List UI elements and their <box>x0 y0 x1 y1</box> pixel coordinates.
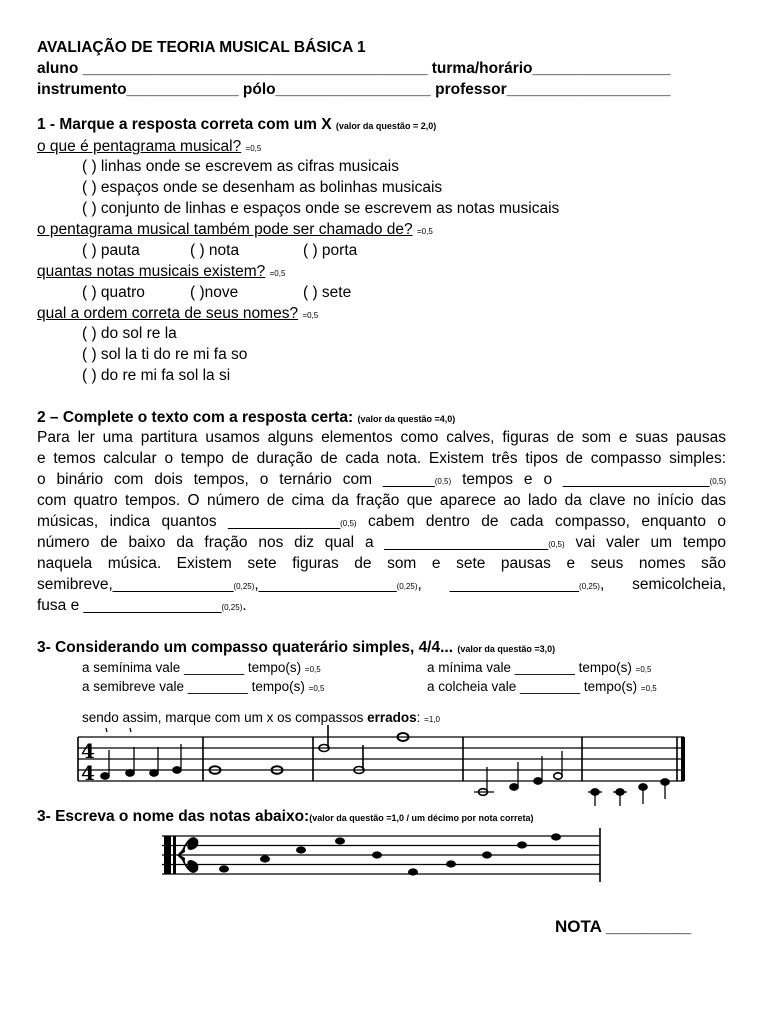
page-title: AVALIAÇÃO DE TEORIA MUSICAL BÁSICA 1 <box>37 39 366 56</box>
q3-minima-field[interactable]: a mínima vale ________ tempo(s) =0,5 <box>427 660 652 675</box>
time-signature: 4 <box>81 739 95 763</box>
measure-3 <box>319 725 409 774</box>
q3-value: (valor da questão =3,0) <box>457 644 556 654</box>
q1-item3-option[interactable]: ( )nove <box>190 284 239 301</box>
q2-paragraph-line[interactable]: músicas, indica quantos _____________(0,5) cabem dentro de cada compasso, enquanto o <box>37 513 727 530</box>
q1-item1-question: o que é pentagrama musical? =0,5 <box>37 138 262 155</box>
q3-heading <box>37 638 555 659</box>
measure-4 <box>474 751 562 795</box>
q2-paragraph-line: naquela música. Existem sete figuras de som e sete pausas e seus nomes são <box>37 555 726 572</box>
q3-semibreve-field[interactable]: a semibreve vale ________ tempo(s) =0,5 <box>82 679 325 694</box>
q1-title: 1 - Marque a resposta correta com um X <box>37 116 332 133</box>
q2-paragraph-line: com quatro tempos. O número de cima da fração que aparece ao lado da clave no início das <box>37 492 726 509</box>
student-info-row[interactable]: aluno ________________________________________ turma/horário________________ <box>37 60 671 77</box>
q1-item4-option[interactable]: ( ) do sol re la <box>82 325 177 342</box>
q2-title: 2 – Complete o texto com a resposta certa: <box>37 409 354 426</box>
q4-value: (valor da questão =1,0 / um décimo por nota correta) <box>309 813 534 823</box>
note-naming-staff <box>158 828 608 884</box>
q1-value: (valor da questão = 2,0) <box>335 121 437 131</box>
q3-seminima-field[interactable]: a semínima vale ________ tempo(s) =0,5 <box>82 660 321 675</box>
svg-text:4: 4 <box>81 761 95 785</box>
measure-5 <box>588 779 669 806</box>
q2-paragraph-line[interactable]: número de baixo da fração nos diz qual a ___________________(0,5) vai valer um tempo <box>37 534 726 551</box>
q2-paragraph-line[interactable]: fusa e ________________(0,25). <box>37 597 247 614</box>
grade-field[interactable]: NOTA _________ <box>555 917 692 936</box>
q1-item2-question: o pentagrama musical também pode ser chamado de? =0,5 <box>37 221 433 238</box>
q1-item1-option[interactable]: ( ) conjunto de linhas e espaços onde se escrevem as notas musicais <box>82 200 560 217</box>
q3-title: 3- Considerando um compasso quaterário simples, 4/4... <box>37 639 454 656</box>
q1-item3-option[interactable]: ( ) sete <box>303 284 352 301</box>
q1-item2-option[interactable]: ( ) pauta <box>82 242 140 259</box>
q2-paragraph-line: Para ler uma partitura usamos alguns elementos como calves, figuras de som e suas pausas <box>37 429 726 446</box>
q1-item3-options <box>82 283 351 303</box>
q2-paragraph-line: e temos calcular o tempo de duração de cada nota. Existem três tipos de compasso simples: <box>37 450 726 467</box>
q1-item2-option[interactable]: ( ) nota <box>190 242 240 259</box>
rhythm-staff <box>70 725 695 807</box>
final-barline <box>681 737 685 781</box>
q1-item1-option[interactable]: ( ) linhas onde se escrevem as cifras musicais <box>82 158 400 175</box>
instrument-info-row[interactable]: instrumento_____________ pólo__________________ professor___________________ <box>37 81 671 98</box>
q1-item4-question: qual a ordem correta de seus nomes? =0,5 <box>37 305 319 322</box>
q2-paragraph-line[interactable]: o binário com dois tempos, o ternário com ______(0,5) tempos e o _________________(0,5) <box>37 471 727 488</box>
q1-item3-option[interactable]: ( ) quatro <box>82 284 145 301</box>
q2-paragraph-line[interactable]: semibreve,______________(0,25),________________(0,25), _______________(0,25), semicolcheia, <box>37 576 727 593</box>
q4-title: 3- Escreva o nome das notas abaixo: <box>37 808 310 825</box>
q1-heading <box>37 115 436 136</box>
q1-item2-options <box>82 241 357 261</box>
q1-item3-question: quantas notas musicais existem? =0,5 <box>37 263 286 280</box>
q2-heading <box>37 408 455 429</box>
q1-item2-option[interactable]: ( ) porta <box>303 242 358 259</box>
q4-heading <box>37 807 534 828</box>
q2-value: (valor da questão =4,0) <box>357 414 456 424</box>
q1-item4-option[interactable]: ( ) sol la ti do re mi fa so <box>82 346 248 363</box>
q3-colcheia-field[interactable]: a colcheia vale ________ tempo(s) =0,5 <box>427 679 657 694</box>
measure-1 <box>101 728 181 779</box>
q1-item1-option[interactable]: ( ) espaços onde se desenham as bolinhas musicais <box>82 179 443 196</box>
q3-instruction: sendo assim, marque com um x os compassos errados: =1,0 <box>82 710 440 725</box>
q1-item4-option[interactable]: ( ) do re mi fa sol la si <box>82 367 231 384</box>
